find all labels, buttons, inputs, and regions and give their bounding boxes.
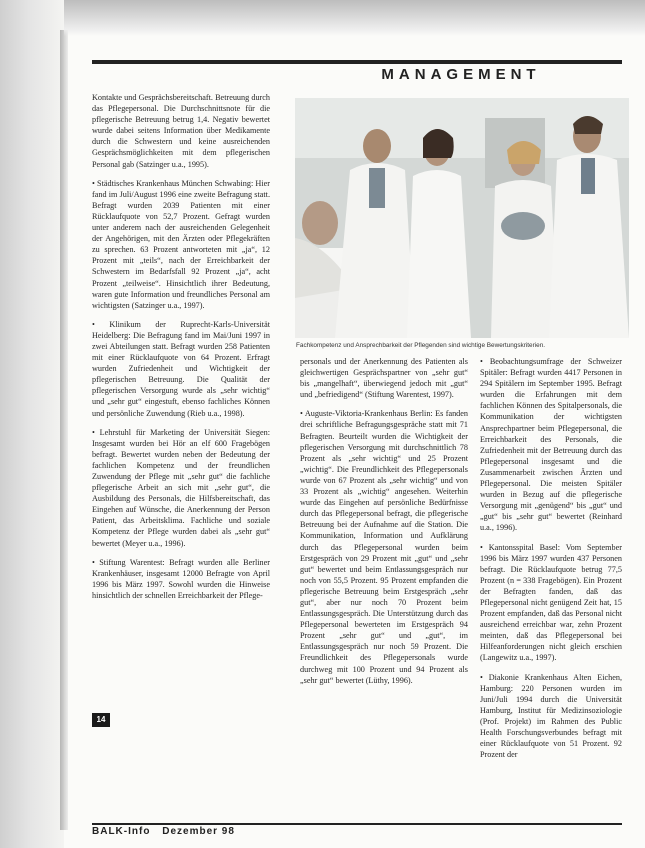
photo-illustration (295, 98, 629, 338)
book-spine-shadow (0, 0, 64, 848)
photo-caption: Fachkompetenz und Ansprechbarkeit der Pflegenden sind wichtige Bewertungskriterien. (296, 342, 546, 349)
magazine-name: BALK-Info (92, 826, 151, 837)
paragraph: Kontakte und Gesprächsbereitschaft. Betreuung durch das Pflegepersonal. Die Durchschnittsnote für die pflegerische Betreuung betrug 1,4. Negativ bewertet wurde dabei seitens Information über Medikamente durch die Schwestern und keine ausreichenden Gesprächsmöglichkeiten mit dem pflegerischen Personal gab (Satzinger u.a., 1995). (92, 93, 270, 169)
page-number: 14 (92, 713, 110, 727)
paragraph: personals und der Anerkennung des Patienten als gleichwertigen Gesprächspartner von „sehr gut“ bis „mangelhaft“, überwiegend jedoch mit „gut“ und „befriedigend“ (Stiftung Warentest, 1997). (300, 357, 468, 400)
left-column (92, 92, 270, 732)
issue-date: Dezember 98 (162, 826, 235, 837)
paragraph: • Kantonsspital Basel: Vom September 1996 bis März 1997 wurden 437 Personen befragt. Die Rücklaufquote betrug 77,5 Prozent (n = 338 Fragebögen). Ein Prozent der Befragten fanden, daß das Pflegepersonal nicht genügend Zeit hat, 15 Prozent empfanden, daß das Personal nicht ausreichend erreichbar war, zehn Prozent meinten, daß das Pflegepersonal bei Hilfeanforderungen nicht gleich erschien (Langewitz u.a., 1997). (480, 542, 622, 663)
footer (92, 826, 392, 837)
section-title: MANAGEMENT (381, 66, 541, 83)
header-rule (92, 60, 622, 64)
footer-rule (92, 823, 622, 825)
paragraph: • Beobachtungsumfrage der Schweizer Spitäler: Befragt wurden 4417 Personen in 294 Spitälern im September 1995. Befragt wurden die Erfahrungen mit dem fachlichen Können des Spitalpersonals, die Kommunikation der wichtigsten Ansprechpartner beim Pflegepersonal, die Erreichbarkeit des Personals, die Zufriedenheit mit der Betreuung durch das Pflegepersonal insgesamt und die Zusammenarbeit zwischen Ärzten und Pflegepersonal. Die meisten Spitäler wurden in Bezug auf die pflegerische Versorgung mit „genügend“ bis „gut“ und „gut“ bis „sehr gut“ bewertet (Reinhard u.a., 1996). (480, 357, 622, 533)
paragraph: • Diakonie Krankenhaus Alten Eichen, Hamburg: 220 Personen wurden im Juni/Juli 1994 durch die Universität Hamburg, Institut für Medizinsoziologie (Prof. Projekt) im Rahmen des Public Health Forschungsverbundes befragt mit einer Rücklaufquote von 51 Prozent. 92 Prozent der (480, 672, 622, 760)
paragraph: • Auguste-Viktoria-Krankenhaus Berlin: Es fanden drei schriftliche Befragungsgespräche statt mit 71 Befragten. Beurteilt wurden die Wichtigkeit der pflegerischen Versorgung mit durchschnittlich 78 Prozent als „sehr wichtig“ und 25 Prozent „wichtig“. Die Freundlichkeit des Pflegepersonals wurde von 67 Prozent als „sehr wichtig“ und von 33 Prozent als „wichtig“ angesehen. Weiterhin wurde das Eingehen auf persönliche Bedürfnisse durch das Pflegepersonal befragt, die pflegerische Betreuung bei der Aufnahme auf die Station. Die Kommunikation, Information und Aufklärung durch das Pflegepersonal wurden beim Erstgespräch von 29 Prozent mit „gut“ und „sehr gut“ bewertet und beim Entlassungsgespräch nur noch von 55,5 Prozent. 95 Prozent empfanden die pflegerische Betreuung beim Erstgespräch „sehr gut“, aber nur noch 70 Prozent beim Entlassungsgespräch. Die Unterstützung durch das Pflegepersonal bewerteten im Erstgespräch 94 Prozent „sehr gut“ und „gut“, im Entlassungsgespräch nur noch 59 Prozent. Die Freundlichkeit des Pflegepersonals wurde durchweg mit 100 Prozent und 94 Prozent als „sehr gut“ bewertet (Lüthy, 1996). (300, 409, 468, 685)
paragraph: • Stiftung Warentest: Befragt wurden alle Berliner Krankenhäuser, insgesamt 12000 Befragte von April 1996 bis März 1997. Sowohl wurden die Hinweise hinsichtlich der schnellen Erreichbarkeit der Pflege- (92, 557, 270, 600)
right-column (480, 356, 622, 826)
middle-column (300, 356, 468, 826)
paragraph: • Städtisches Krankenhaus München Schwabing: Hier fand im Juli/August 1996 eine zweite Befragung statt. Befragt wurden 2039 Patienten mit einer Rücklaufquote von 52,7 Prozent. Gefragt wurden unter anderem nach der ausreichenden Gelegenheit der Angehörigen, mit den Ärzten oder Pflegekräften zu sprechen. 63 Prozent antworteten mit „ja“, 12 Prozent mit „teils“, nach der Erreichbarkeit der Schwestern im Bedarfsfall 92 Prozent „ja“, acht Prozent „teilweise“. Hinsichtlich ihrer Bedeutung, waren gute Information und freundliches Personal am wichtigsten (Satzinger u.a., 1997). (92, 178, 270, 310)
paragraph: • Lehrstuhl für Marketing der Universität Siegen: Insgesamt wurden bei Hör an elf 600 Fragebögen befragt. Bewertet wurden neben der Bedeutung der fachlichen Kompetenz und der freundlichen Zuwendung der Pflege mit „sehr gut“ die fachliche pflegerische Arbeit an sich mit „sehr gut“, die Ausbildung des Personals, die Hilfsbereitschaft, das Eingehen auf Wünsche, die Anerkennung der Person Patient, das Arbeitsklima. Fachliche und soziale Kompetenz der Pflege wurden dabei als „sehr gut“ bewertet (Meyer u.a., 1996). (92, 427, 270, 548)
paragraph: • Klinikum der Ruprecht-Karls-Universität Heidelberg: Die Befragung fand im Mai/Juni 1997 in zwei Abteilungen statt. Befragt wurden 258 Patienten mit einer Rücklaufquote von 64 Prozent. Erfragt wurden Zufriedenheit und Wichtigkeit der pflegerischen Betreuung. Die Qualität der pflegerischen Versorgung wurde als „sehr wichtig“ und „sehr gut“ eingestuft, ebenso fachliches Können und persönliche Zuwendung (Rieb u.a., 1998). (92, 319, 270, 418)
top-scan-shadow (64, 0, 645, 36)
hospital-ward-photo (295, 98, 629, 338)
page-edge (60, 30, 68, 830)
